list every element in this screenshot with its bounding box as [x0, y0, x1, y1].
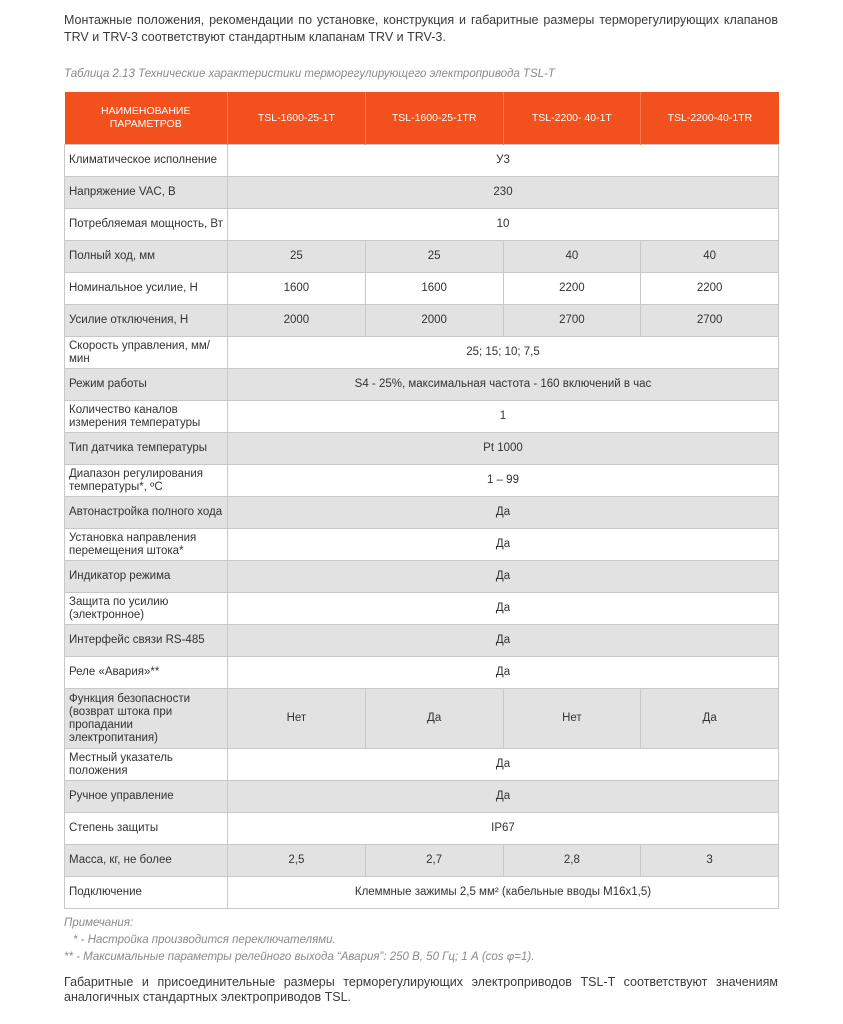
param-value: 2200	[641, 273, 779, 305]
param-value: 2700	[641, 305, 779, 337]
table-row	[65, 561, 779, 593]
table-row	[65, 305, 779, 337]
param-value: 25	[365, 241, 503, 273]
param-name: Защита по усилию (электронное)	[65, 593, 228, 625]
param-name: Установка направления перемещения штока*	[65, 529, 228, 561]
param-value: Да	[228, 529, 779, 561]
table-row	[65, 177, 779, 209]
param-value: 230	[228, 177, 779, 209]
param-value: 2000	[365, 305, 503, 337]
param-value: 2700	[503, 305, 641, 337]
param-name: Автонастройка полного хода	[65, 497, 228, 529]
param-name: Ручное управление	[65, 781, 228, 813]
param-value: Нет	[228, 689, 366, 749]
outro-paragraph: Габаритные и присоединительные размеры терморегулирующих электроприводов TSL-T соответствуют значениям аналогичных стандартных электроприводов TSL.	[64, 975, 778, 1004]
note-1: * - Настройка производится переключателями.	[73, 934, 336, 946]
param-name: Номинальное усилие, Н	[65, 273, 228, 305]
header-model-4: TSL-2200-40-1TR	[641, 92, 779, 145]
param-name: Потребляемая мощность, Вт	[65, 209, 228, 241]
param-value: Да	[228, 657, 779, 689]
intro-paragraph: Монтажные положения, рекомендации по установке, конструкция и габаритные размеры терморегулирующих клапанов TRV и TRV-3 соответствуют стандартным клапанам TRV и TRV-3.	[64, 13, 778, 44]
table-row	[65, 749, 779, 781]
param-value: 2,7	[365, 845, 503, 877]
table-row	[65, 401, 779, 433]
header-model-3: TSL-2200- 40-1T	[503, 92, 641, 145]
param-name: Интерфейс связи RS-485	[65, 625, 228, 657]
param-value: Да	[365, 689, 503, 749]
param-value: Да	[228, 497, 779, 529]
param-name: Масса, кг, не более	[65, 845, 228, 877]
param-value: 1 – 99	[228, 465, 779, 497]
param-value: Клеммные зажимы 2,5 мм² (кабельные вводы М16х1,5)	[228, 877, 779, 909]
param-value: 3	[641, 845, 779, 877]
header-param: НАИМЕНОВАНИЕ ПАРАМЕТРОВ	[65, 92, 228, 145]
table-row	[65, 337, 779, 369]
param-value: 2000	[228, 305, 366, 337]
table-row	[65, 625, 779, 657]
notes-title: Примечания:	[64, 917, 134, 929]
table-row	[65, 657, 779, 689]
table-row	[65, 529, 779, 561]
param-value: Да	[228, 781, 779, 813]
param-name: Функция безопасности (возврат штока при пропадании электропитания)	[65, 689, 228, 749]
table-row	[65, 497, 779, 529]
param-value: 40	[641, 241, 779, 273]
param-value: У3	[228, 145, 779, 177]
param-value: IP67	[228, 813, 779, 845]
param-value: 40	[503, 241, 641, 273]
param-value: 10	[228, 209, 779, 241]
param-value: Да	[641, 689, 779, 749]
param-name: Подключение	[65, 877, 228, 909]
param-name: Полный ход, мм	[65, 241, 228, 273]
param-value: 2200	[503, 273, 641, 305]
param-name: Усилие отключения, Н	[65, 305, 228, 337]
table-row	[65, 145, 779, 177]
param-value: Да	[228, 593, 779, 625]
param-name: Климатическое исполнение	[65, 145, 228, 177]
param-value: Да	[228, 625, 779, 657]
param-name: Индикатор режима	[65, 561, 228, 593]
spec-table-body	[65, 145, 779, 909]
param-value: 1600	[365, 273, 503, 305]
param-value: S4 - 25%, максимальная частота - 160 включений в час	[228, 369, 779, 401]
param-name: Количество каналов измерения температуры	[65, 401, 228, 433]
param-value: 25	[228, 241, 366, 273]
notes	[64, 915, 534, 966]
table-row	[65, 877, 779, 909]
spec-table	[64, 92, 779, 909]
param-name: Степень защиты	[65, 813, 228, 845]
param-name: Скорость управления, мм/мин	[65, 337, 228, 369]
header-model-1: TSL-1600-25-1T	[228, 92, 366, 145]
param-value: 25; 15; 10; 7,5	[228, 337, 779, 369]
header-model-2: TSL-1600-25-1TR	[365, 92, 503, 145]
param-value: Нет	[503, 689, 641, 749]
param-value: Да	[228, 749, 779, 781]
table-row	[65, 433, 779, 465]
param-value: 1	[228, 401, 779, 433]
table-row	[65, 593, 779, 625]
table-row	[65, 369, 779, 401]
param-name: Режим работы	[65, 369, 228, 401]
param-name: Реле «Авария»**	[65, 657, 228, 689]
param-value: Да	[228, 561, 779, 593]
table-header-row	[65, 92, 779, 145]
param-name: Местный указатель положения	[65, 749, 228, 781]
table-row	[65, 781, 779, 813]
table-row	[65, 689, 779, 749]
table-row	[65, 273, 779, 305]
param-value: Pt 1000	[228, 433, 779, 465]
param-value: 2,5	[228, 845, 366, 877]
note-2: ** - Максимальные параметры релейного выхода “Авария”: 250 В, 50 Гц; 1 А (cos φ=1).	[64, 951, 535, 963]
table-row	[65, 845, 779, 877]
param-name: Напряжение VAC, В	[65, 177, 228, 209]
param-value: 2,8	[503, 845, 641, 877]
table-caption: Таблица 2.13 Технические характеристики терморегулирующего электропривода TSL-T	[64, 68, 555, 80]
table-row	[65, 209, 779, 241]
table-row	[65, 813, 779, 845]
param-name: Диапазон регулирования температуры*, ºС	[65, 465, 228, 497]
table-row	[65, 465, 779, 497]
param-name: Тип датчика температуры	[65, 433, 228, 465]
param-value: 1600	[228, 273, 366, 305]
table-row	[65, 241, 779, 273]
